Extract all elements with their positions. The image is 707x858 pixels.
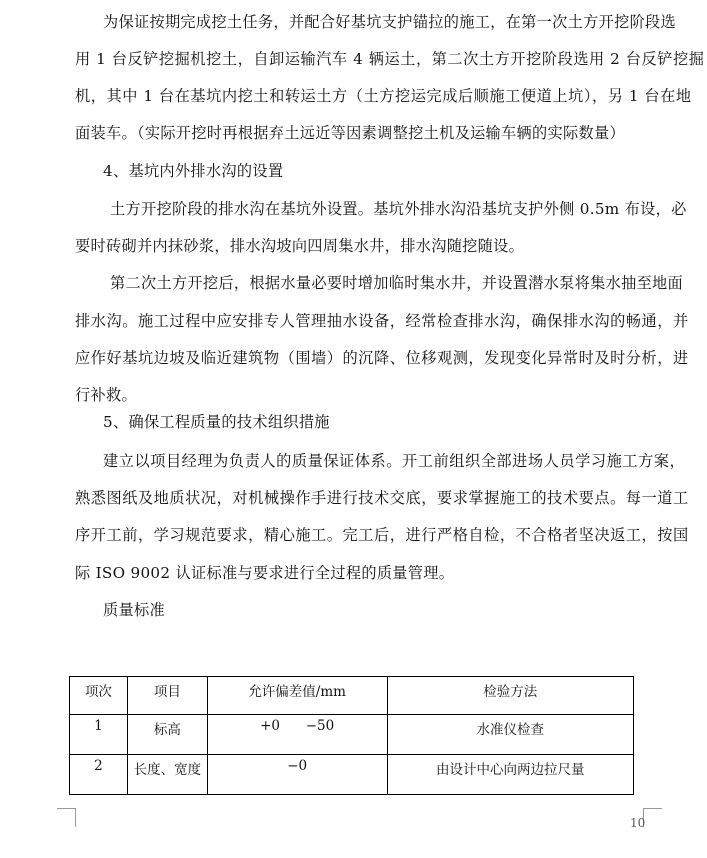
page-margin-corner-right [643,808,662,827]
page-number: 10 [630,816,646,830]
table-header-cell: 项目 [127,677,207,715]
table-cell: 标高 [127,715,207,755]
paragraph-2-line-1: 土方开挖阶段的排水沟在基坑外设置。基坑外排水沟沿基坑支护外侧 0.5m 布设，必 [110,200,687,218]
table-cell: −0 [207,755,387,795]
table-header-row [70,677,634,715]
section-heading-4: 4、基坑内外排水沟的设置 [103,162,284,180]
table-header-cell: 检验方法 [387,677,633,715]
page-margin-corner-left [57,808,76,827]
table-cell: 长度、宽度 [127,755,207,795]
paragraph-3-line-1: 第二次土方开挖后，根据水量必要时增加临时集水井，并设置潜水泵将集水抽至地面 [110,274,684,292]
table-cell: 2 [70,755,128,795]
table-header-cell: 允许偏差值/mm [207,677,387,715]
section-heading-5: 5、确保工程质量的技术组织措施 [103,413,330,431]
table-cell: 由设计中心向两边拉尺量 [387,755,633,795]
paragraph-1-line-3: 机，其中 1 台在基坑内挖土和转运土方（土方挖运完成后顺施工便道上坑），另 1 台在地 [75,87,692,105]
paragraph-2-line-2: 要时砖砌并内抹砂浆，排水沟坡向四周集水井，排水沟随挖随设。 [75,237,525,255]
quality-standard-table [69,676,634,795]
paragraph-4-line-4: 际 ISO 9002 认证标准与要求进行全过程的质量管理。 [75,564,455,582]
table-row [70,715,634,755]
paragraph-4-line-3: 序开工前，学习规范要求，精心施工。完工后，进行严格自检，不合格者坚决返工，按国 [75,526,689,544]
quality-standard-heading: 质量标准 [103,601,165,619]
paragraph-4-line-2: 熟悉图纸及地质状况，对机械操作手进行技术交底，要求掌握施工的技术要点。每一道工 [75,489,689,507]
paragraph-1-line-4: 面装车。（实际开挖时再根据弃土远近等因素调整挖土机及运输车辆的实际数量） [75,124,625,142]
paragraph-1-line-2: 用 1 台反铲挖掘机挖土，自卸运输汽车 4 辆运土，第二次土方开挖阶段选用 2 台反铲挖掘 [75,50,705,68]
paragraph-3-line-4: 行补救。 [75,386,137,404]
paragraph-3-line-3: 应作好基坑边坡及临近建筑物（围墙）的沉降、位移观测，发现变化异常时及时分析，进 [75,349,689,367]
paragraph-3-line-2: 排水沟。施工过程中应安排专人管理抽水设备，经常检查排水沟，确保排水沟的畅通，并 [75,312,689,330]
table-cell: +0 −50 [207,715,387,755]
table-row [70,755,634,795]
table-header-cell: 项次 [70,677,128,715]
paragraph-1-line-1: 为保证按期完成挖土任务，并配合好基坑支护锚拉的施工，在第一次土方开挖阶段选 [103,13,677,31]
table-cell: 1 [70,715,128,755]
table-cell: 水准仪检查 [387,715,633,755]
paragraph-4-line-1: 建立以项目经理为负责人的质量保证体系。开工前组织全部进场人员学习施工方案， [103,452,686,470]
